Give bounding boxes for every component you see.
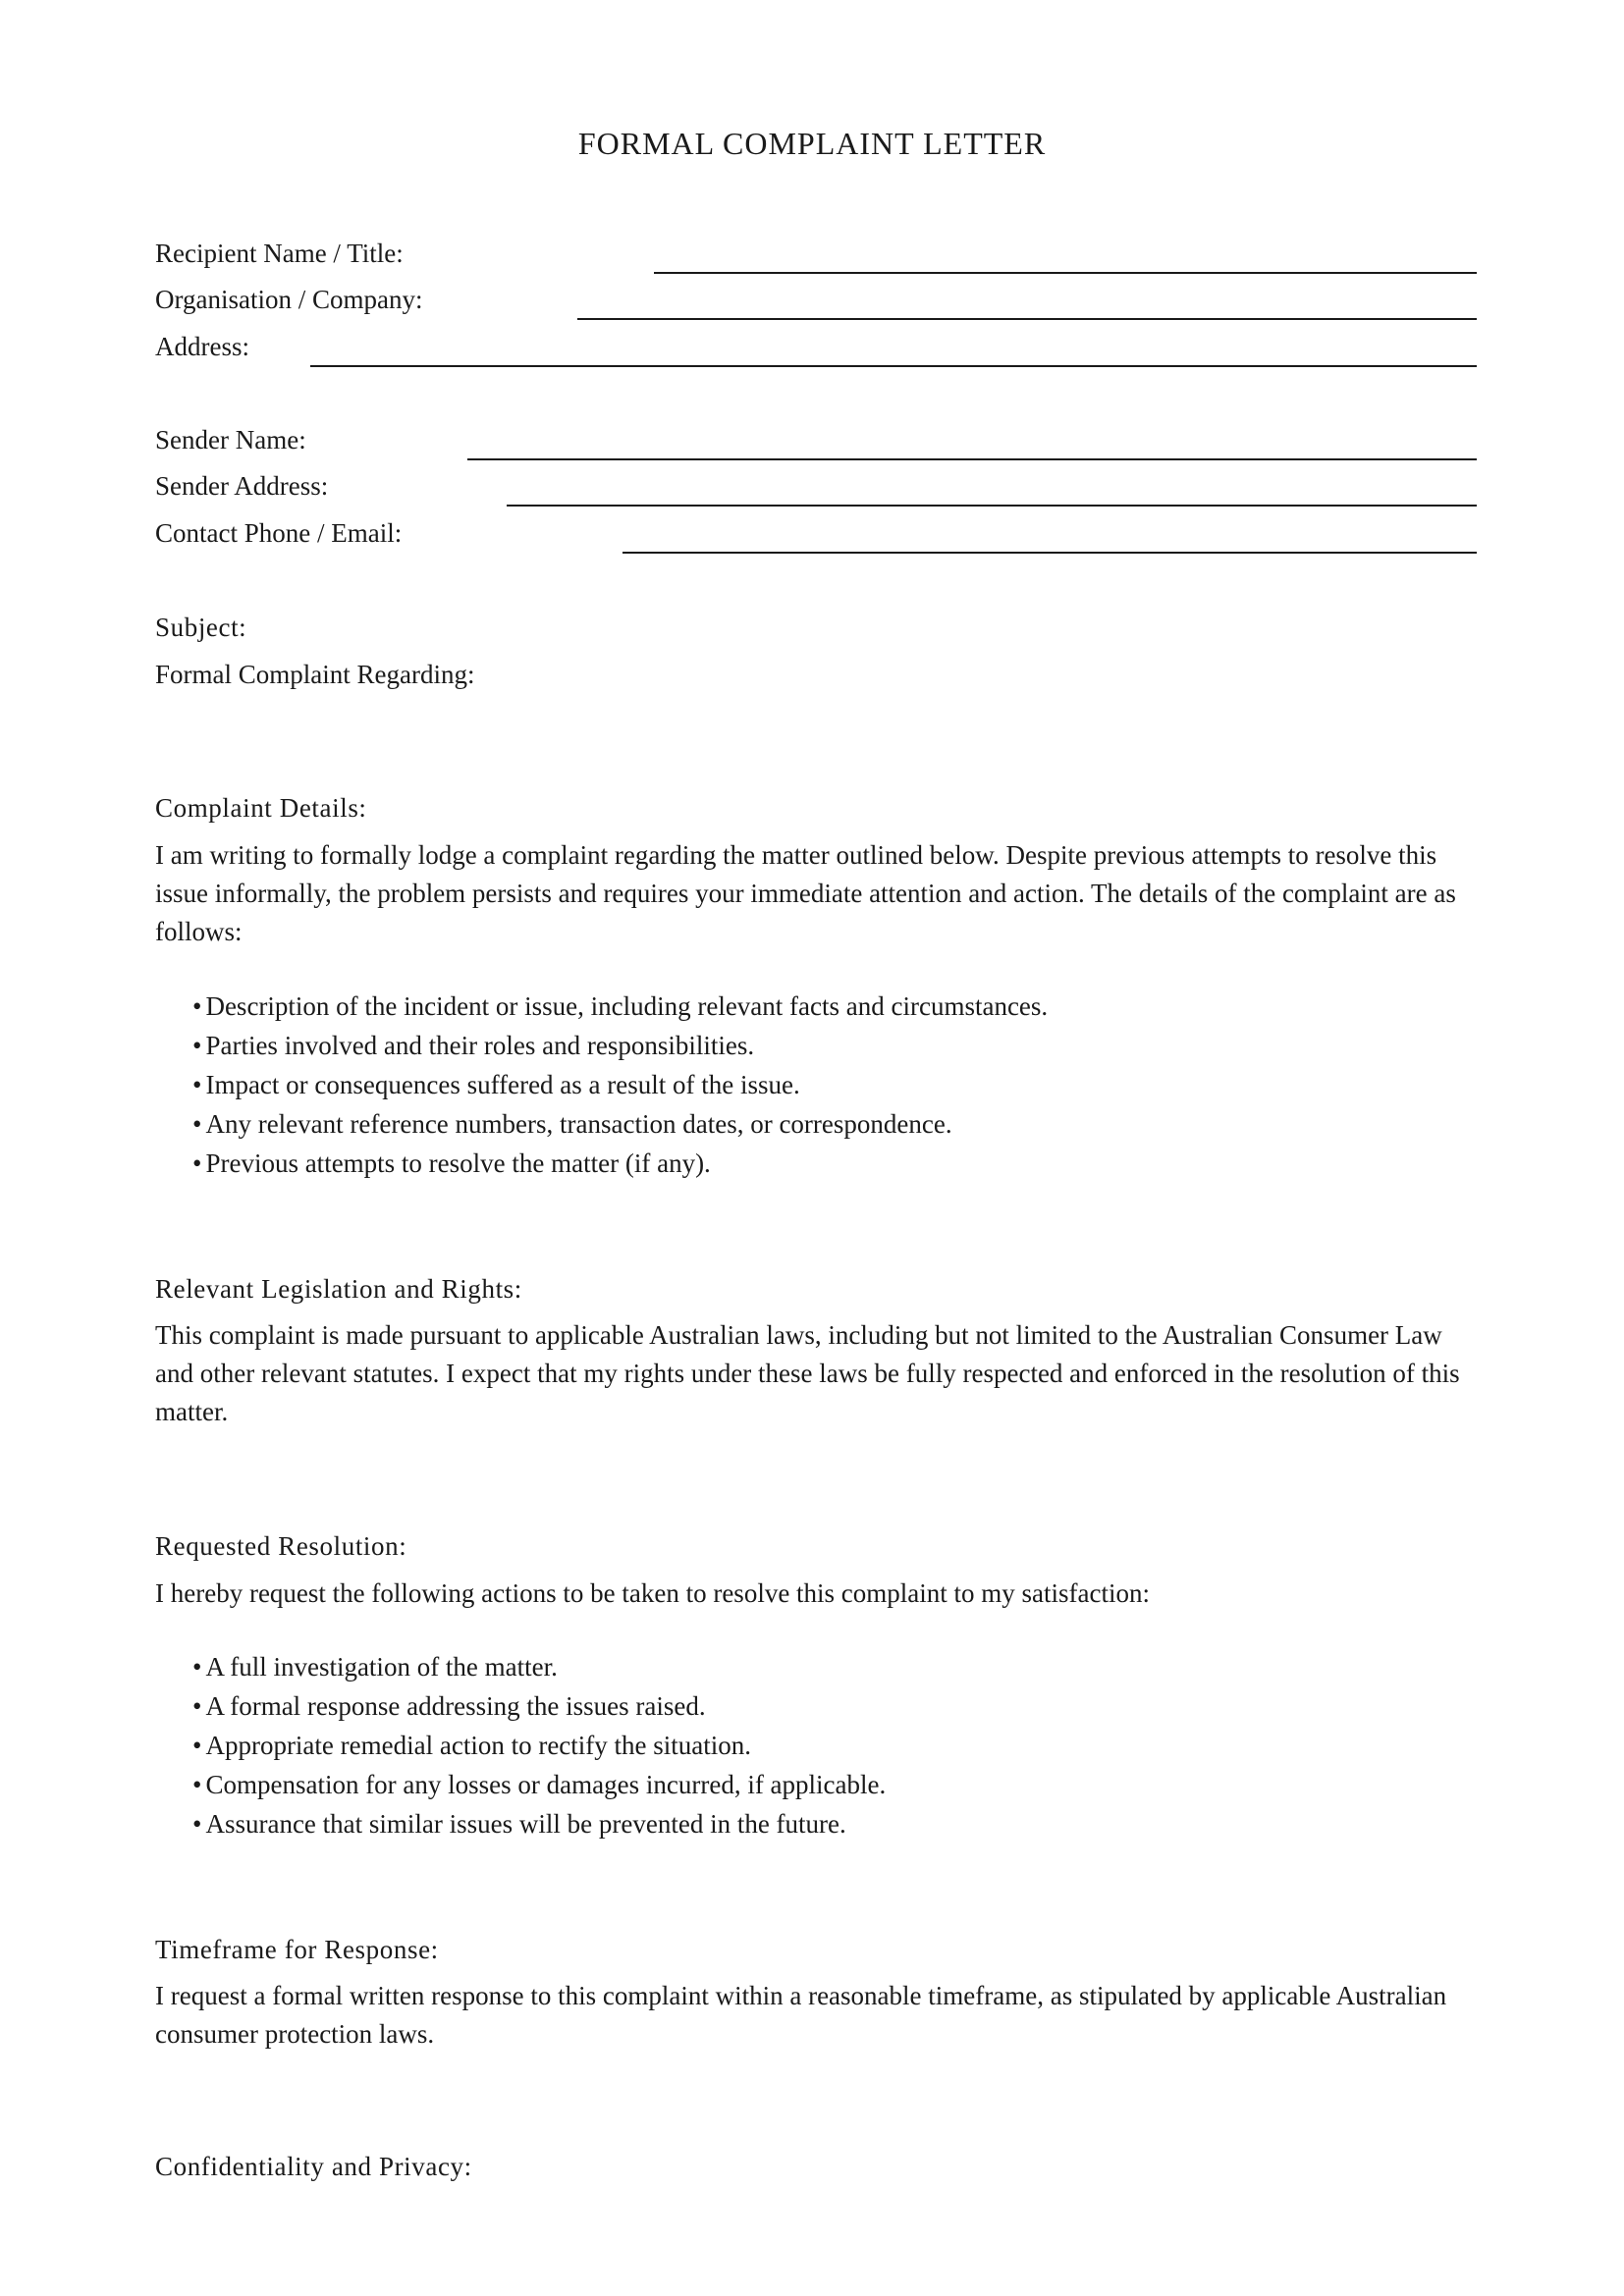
contact-field [155, 518, 1477, 558]
recipient-name-label: Recipient Name / Title: [155, 239, 404, 268]
complaint-details-list [192, 987, 1048, 1183]
legislation-heading: Relevant Legislation and Rights: [155, 1274, 522, 1304]
contact-line[interactable] [623, 552, 1477, 554]
timeframe-heading: Timeframe for Response: [155, 1935, 439, 1964]
bullet: • [192, 1652, 202, 1682]
resolution-list [192, 1647, 886, 1843]
confidentiality-heading: Confidentiality and Privacy: [155, 2152, 472, 2181]
organisation-label: Organisation / Company: [155, 285, 423, 314]
list-item: • A full investigation of the matter. [192, 1652, 558, 1682]
sender-address-line[interactable] [507, 505, 1477, 507]
recipient-address-line[interactable] [310, 365, 1477, 367]
sender-address-field [155, 471, 1477, 510]
recipient-name-field [155, 239, 1477, 278]
sender-name-line[interactable] [467, 458, 1477, 460]
document-title: FORMAL COMPLAINT LETTER [577, 126, 1047, 161]
complaint-details-intro: I am writing to formally lodge a complaint regarding the matter outlined below. Despite previous attempts to resolve this issue informally, the problem persists and requires your immediate attention and action. The details of the complaint are as follows: [155, 840, 1456, 946]
resolution-intro: I hereby request the following actions to be taken to resolve this complaint to my satisfaction: [155, 1578, 1151, 1608]
bullet: • [192, 991, 202, 1021]
recipient-name-line[interactable] [654, 272, 1477, 274]
resolution-heading: Requested Resolution: [155, 1531, 407, 1561]
recipient-address-field [155, 332, 1477, 371]
list-item: • Assurance that similar issues will be prevented in the future. [192, 1809, 846, 1839]
bullet: • [192, 1691, 202, 1721]
bullet: • [192, 1809, 202, 1839]
bullet: • [192, 1770, 202, 1799]
bullet: • [192, 1148, 202, 1178]
sender-address-label: Sender Address: [155, 471, 329, 501]
list-item: • Impact or consequences suffered as a result of the issue. [192, 1070, 800, 1099]
list-item: • A formal response addressing the issues raised. [192, 1691, 706, 1721]
organisation-field [155, 285, 1477, 324]
list-item: • Compensation for any losses or damages incurred, if applicable. [192, 1770, 887, 1799]
sender-name-label: Sender Name: [155, 425, 306, 454]
list-item: • Any relevant reference numbers, transaction dates, or correspondence. [192, 1109, 952, 1139]
subject-heading: Subject: [155, 613, 247, 642]
list-item: • Previous attempts to resolve the matter (if any). [192, 1148, 711, 1178]
organisation-line[interactable] [577, 318, 1477, 320]
timeframe-body: I request a formal written response to this complaint within a reasonable timeframe, as stipulated by applicable Australian consumer protection laws. [155, 1981, 1447, 2049]
bullet: • [192, 1031, 202, 1060]
bullet: • [192, 1070, 202, 1099]
list-item: • Parties involved and their roles and responsibilities. [192, 1031, 755, 1060]
bullet: • [192, 1109, 202, 1139]
sender-name-field [155, 425, 1477, 464]
recipient-address-label: Address: [155, 332, 249, 361]
bullet: • [192, 1731, 202, 1760]
list-item: • Description of the incident or issue, including relevant facts and circumstances. [192, 991, 1049, 1021]
legislation-body: This complaint is made pursuant to applicable Australian laws, including but not limited to the Australian Consumer Law and other relevant statutes. I expect that my rights under these laws be fully respected and enforced in the resolution of this matter. [155, 1320, 1460, 1426]
contact-label: Contact Phone / Email: [155, 518, 403, 548]
list-item: • Appropriate remedial action to rectify the situation. [192, 1731, 752, 1760]
subject-regarding-label: Formal Complaint Regarding: [155, 660, 475, 689]
complaint-details-heading: Complaint Details: [155, 793, 367, 823]
